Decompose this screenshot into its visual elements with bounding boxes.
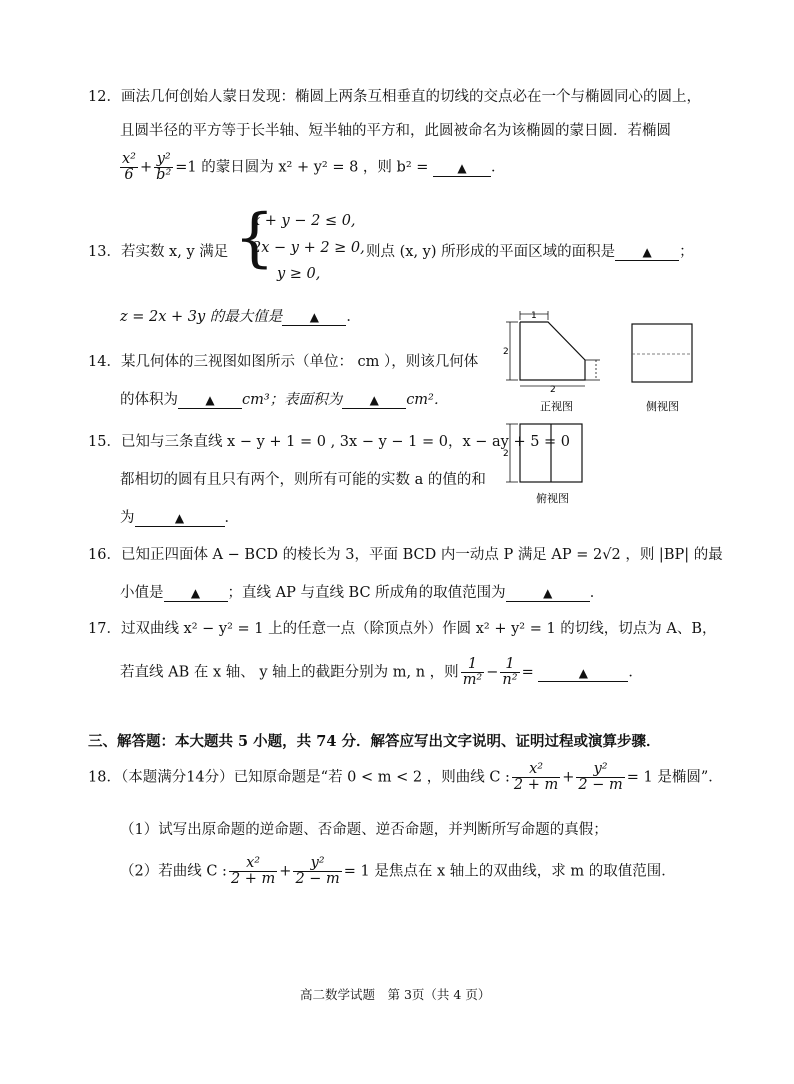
- dim-label-1: 1: [531, 311, 537, 321]
- fraction-1-over-m2: $\frac{1}{\text{m²}}$: [462, 656, 483, 689]
- three-view-figure: [500, 310, 720, 510]
- q16-line1: 16．已知正四面体 A − BCD 的棱长为 3，平面 BCD 内一动点 P 满足 AP = 2√2 ，则 |BP| 的最: [88, 547, 723, 563]
- fraction-y2-over-2-minus-m: $\frac{\text{y²}}{2 - m}$: [295, 855, 340, 888]
- dim-label-2-topview: 2: [503, 449, 509, 459]
- q16-line2: 小值是 ▲ ；直线 AP 与直线 BC 所成角的取值范围为 ▲ ．: [120, 585, 605, 601]
- front-view-outline: [520, 322, 585, 380]
- answer-blank[interactable]: ▲: [178, 392, 242, 409]
- front-view-label: 正视图: [540, 400, 573, 413]
- q13-ineq-1: x + y − 2 ≤ 0,: [252, 213, 356, 229]
- top-view-label: 俯视图: [536, 492, 569, 505]
- q13-line2: z = 2x + 3y 的最大值是 ▲ ．: [120, 309, 361, 325]
- side-view-label: 侧视图: [646, 400, 679, 413]
- dim-label-2-bottom: 2: [550, 385, 556, 395]
- q12-line3: $\frac{\text{x²}}{6}$ + $\frac{\text{y²}}{\text{b²}}$ =1 的蒙日圆为 x² + y² = 8 ，则 b² = ▲ ．: [122, 151, 506, 184]
- page-footer: 高二数学试题 第 3页（共 4 页）: [300, 987, 491, 1002]
- q18-part2: （2）若曲线 C : $\frac{\text{x²}}{2 + m}$ + $\frac{\text{y²}}{2 - m}$ = 1 是焦点在 x 轴上的双曲线，求 m 的取值范围．: [120, 855, 676, 888]
- q13-prefix: 13．若实数 x, y 满足: [88, 244, 229, 260]
- answer-blank[interactable]: ▲: [538, 665, 628, 682]
- q12-line2: 且圆半径的平方等于长半轴、短半轴的平方和，此圆被命名为该椭圆的蒙日圆．若椭圆: [120, 123, 671, 139]
- answer-blank[interactable]: ▲: [615, 244, 679, 261]
- answer-blank[interactable]: ▲: [342, 392, 406, 409]
- fraction-y2-over-b2: $\frac{\text{y²}}{\text{b²}}$: [156, 151, 172, 184]
- q14-line2: 的体积为 ▲ cm³；表面积为 ▲ cm²．: [120, 392, 449, 408]
- fraction-x2-over-6: $\frac{\text{x²}}{6}$: [122, 151, 136, 184]
- q18-part1: （1）试写出原命题的逆命题、否命题、逆否命题，并判断所写命题的真假；: [120, 822, 608, 838]
- q15-line2: 都相切的圆有且只有两个，则所有可能的实数 a 的值的和: [120, 472, 486, 488]
- q13-ineq-3: y ≥ 0,: [277, 266, 321, 282]
- q15-line3: 为 ▲ ．: [120, 510, 239, 526]
- side-view-outline: [632, 324, 692, 382]
- section-heading: 三、解答题：本大题共 5 小题，共 74 分．解答应写出文字说明、证明过程或演算步骤．: [88, 733, 661, 750]
- q18-line1: 18．（本题满分14分）已知原命题是“若 0 < m < 2 ，则曲线 C : $\frac{\text{x²}}{2 + m}$ + $\frac{\text{y²}}{2 - m}$ = 1 是椭圆”．: [88, 761, 723, 794]
- answer-blank[interactable]: ▲: [506, 585, 590, 602]
- dim-label-2-left: 2: [503, 347, 509, 357]
- fraction-1-over-n2: $\frac{1}{\text{n²}}$: [502, 656, 518, 689]
- fraction-x2-over-2-plus-m: $\frac{\text{x²}}{2 + m}$: [230, 855, 276, 888]
- q15-line1: 15．已知与三条直线 x − y + 1 = 0 , 3x − y − 1 = 0，x − ay + 5 = 0: [88, 434, 571, 450]
- answer-blank[interactable]: ▲: [135, 510, 225, 527]
- fraction-x2-over-2-plus-m: $\frac{\text{x²}}{2 + m}$: [513, 761, 559, 794]
- q12-line1: 12．画法几何创始人蒙日发现：椭圆上两条互相垂直的切线的交点必在一个与椭圆同心的圆上，: [88, 89, 701, 105]
- q13-ineq-2: 2x − y + 2 ≥ 0,: [252, 240, 365, 256]
- q17-line2: 若直线 AB 在 x 轴、 y 轴上的截距分别为 m, n ，则 $\frac{1}{\text{m²}}$ − $\frac{1}{\text{n²}}$ = ▲ ．: [120, 656, 643, 689]
- answer-blank[interactable]: ▲: [164, 585, 228, 602]
- fraction-y2-over-2-minus-m: $\frac{\text{y²}}{2 - m}$: [578, 761, 623, 794]
- q14-line1: 14．某几何体的三视图如图所示（单位： cm ），则该几何体: [88, 354, 479, 370]
- answer-blank[interactable]: ▲: [433, 160, 491, 177]
- answer-blank[interactable]: ▲: [282, 309, 346, 326]
- q13-suffix: 则点 (x, y) 所形成的平面区域的面积是 ▲ ；: [366, 244, 694, 260]
- q17-line1: 17．过双曲线 x² − y² = 1 上的任意一点（除顶点外）作圆 x² + y² = 1 的切线，切点为 A、B，: [88, 621, 717, 637]
- system-brace: {: [234, 201, 275, 275]
